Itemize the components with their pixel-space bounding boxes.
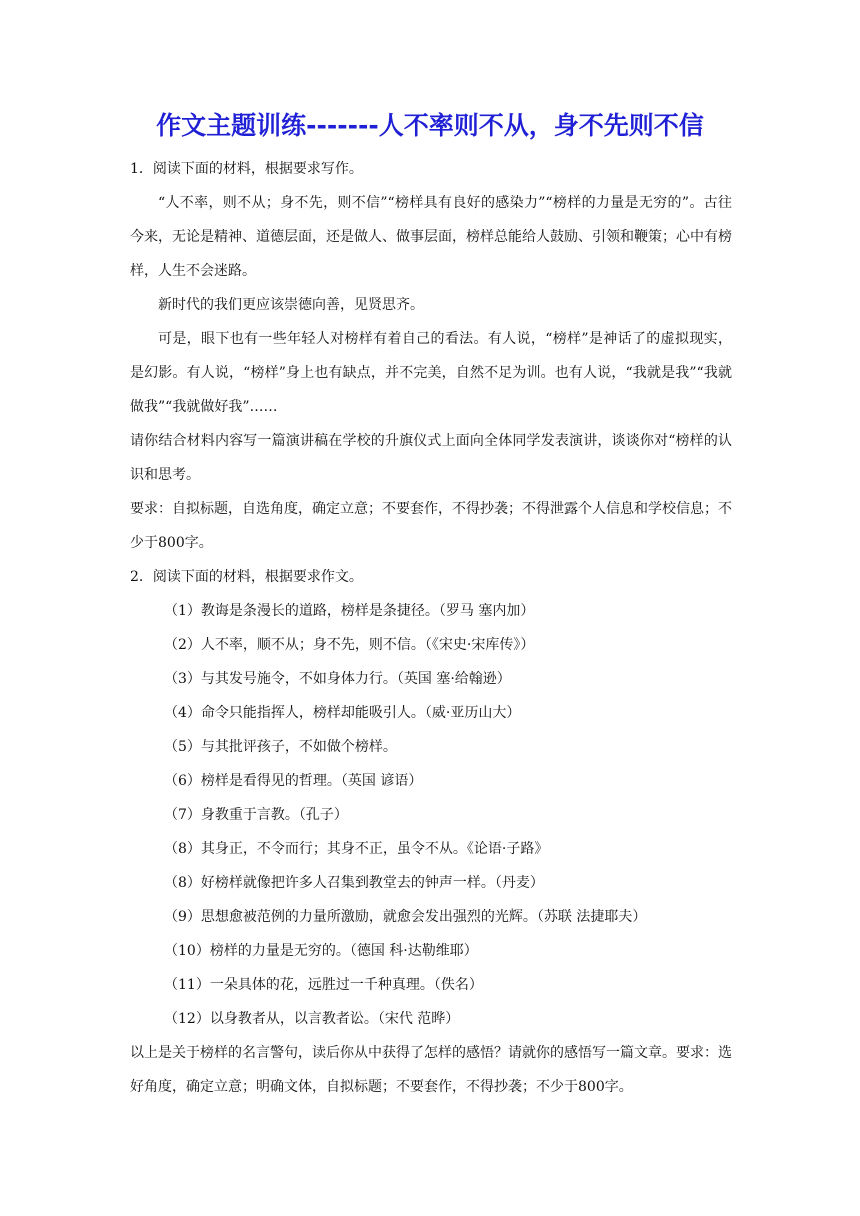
quote-list [130, 594, 732, 1036]
question-1-task: 请你结合材料内容写一篇演讲稿在学校的升旗仪式上面向全体同学发表演讲，谈谈你对“榜样的认识和思考。 [130, 433, 732, 483]
question-2-heading: 2．阅读下面的材料，根据要求作文。 [130, 569, 363, 585]
question-1-material-paragraph: “人不率，则不从；身不先，则不信”“榜样具有良好的感染力”“榜样的力量是无穷的”。古往今来，无论是精神、道德层面，还是做人、做事层面，榜样总能给人鼓励、引领和鞭策；心中有榜样，人生不会迷路。 [130, 195, 732, 279]
quote-item: （10）榜样的力量是无穷的。（德国 科·达勒维耶） [164, 943, 478, 959]
quote-item: （3）与其发号施令，不如身体力行。（英国 塞·给翰逊） [164, 671, 511, 687]
question-2-task: 以上是关于榜样的名言警句，读后你从中获得了怎样的感悟？请就你的感悟写一篇文章。要求：选好角度，确定立意；明确文体，自拟标题；不要套作，不得抄袭；不少于800字。 [130, 1045, 732, 1095]
document-body [130, 152, 732, 1104]
quote-item: （5）与其批评孩子，不如做个榜样。 [164, 739, 397, 755]
quote-item: （4）命令只能指挥人，榜样却能吸引人。（威·亚历山大） [164, 705, 521, 721]
quote-item: （7）身教重于言教。（孔子） [164, 807, 348, 823]
quote-item: （6）榜样是看得见的哲理。（英国 谚语） [164, 773, 423, 789]
quote-item: （2）人不率，顺不从；身不先，则不信。（《宋史·宋库传》） [164, 637, 535, 653]
question-1-material-paragraph: 可是，眼下也有一些年轻人对榜样有着自己的看法。有人说，“榜样”是神话了的虚拟现实，是幻影。有人说，“榜样”身上也有缺点，并不完美，自然不足为训。也有人说，“我就是我”“我就做我”“我就做好我”…… [130, 331, 732, 415]
question-1-material-paragraph: 新时代的我们更应该崇德向善，见贤思齐。 [158, 297, 424, 313]
question-1-heading: 1．阅读下面的材料，根据要求写作。 [130, 161, 363, 177]
quote-item: （8）好榜样就像把许多人召集到教堂去的钟声一样。（丹麦） [164, 875, 544, 891]
question-1-requirements: 要求：自拟标题，自选角度，确定立意；不要套作，不得抄袭；不得泄露个人信息和学校信息；不少于800字。 [130, 501, 732, 551]
document-title: 作文主题训练-------人不率则不从，身不先则不信 [156, 111, 704, 140]
quote-item: （9）思想愈被范例的力量所激励，就愈会发出强烈的光辉。（苏联 法捷耶夫） [164, 909, 647, 925]
quote-item: （12）以身教者从，以言教者讼。（宋代 范晔） [164, 1011, 460, 1027]
quote-item: （1）教诲是条漫长的道路，榜样是条捷径。（罗马 塞内加） [164, 603, 535, 619]
quote-item: （11）一朵具体的花，远胜过一千种真理。（佚名） [164, 977, 483, 993]
quote-item: （8）其身正，不令而行；其身不正，虽令不从。《论语·子路》 [164, 841, 549, 857]
